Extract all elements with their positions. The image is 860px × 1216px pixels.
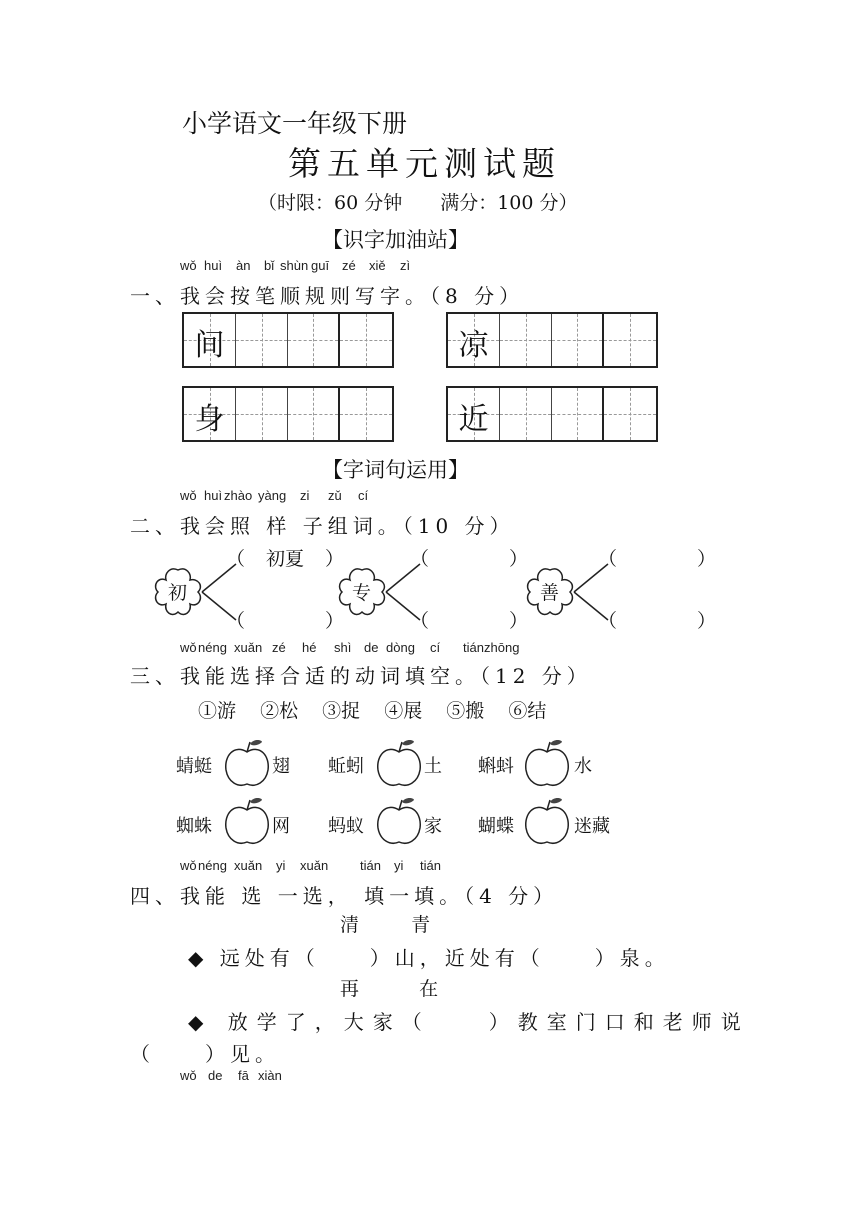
- q3-item-before: 蚂蚁: [328, 816, 364, 837]
- q2-prompt: 二、我会照 样 子组词。（10 分）: [130, 514, 515, 538]
- pinyin-syllable: zhōng: [484, 640, 520, 655]
- writing-cell[interactable]: [340, 388, 392, 440]
- pinyin-syllable: wǒ: [180, 858, 197, 873]
- q3-item-before: 蜻蜓: [176, 756, 212, 777]
- q3-item-before: 蚯蚓: [328, 756, 364, 777]
- writing-cell[interactable]: [184, 314, 236, 366]
- choice-word: 再: [340, 978, 360, 1000]
- answer-blank[interactable]: （ ）: [410, 610, 529, 632]
- pinyin-syllable: xiàn: [258, 1068, 282, 1083]
- pinyin-syllable: guī: [311, 258, 330, 273]
- writing-cell[interactable]: [500, 314, 552, 366]
- pinyin-syllable: de: [364, 640, 379, 655]
- writing-cell[interactable]: [552, 388, 604, 440]
- apple-answer-box[interactable]: [522, 796, 572, 848]
- writing-cell[interactable]: [288, 388, 340, 440]
- writing-grid-2[interactable]: [446, 312, 658, 368]
- apple-answer-box[interactable]: [374, 796, 424, 848]
- pinyin-syllable: yàng: [258, 488, 287, 503]
- model-char: 近: [458, 402, 489, 437]
- q3-item-after: 翅: [272, 756, 290, 777]
- option-item: ④展: [384, 700, 423, 722]
- subtitle: 小学语文一年级下册: [182, 109, 408, 138]
- choice-word: 清: [340, 914, 360, 936]
- pinyin-syllable: zì: [400, 258, 411, 273]
- writing-grid-4[interactable]: [446, 386, 658, 442]
- pinyin-syllable: huì: [204, 258, 223, 273]
- pinyin-syllable: àn: [236, 258, 251, 273]
- pinyin-syllable: néng: [198, 640, 227, 655]
- q3-prompt: 三、我能选择合适的动词填空。（12 分）: [130, 664, 592, 688]
- pinyin-syllable: zé: [272, 640, 286, 655]
- pinyin-syllable: zé: [342, 258, 356, 273]
- q4-sentence-1: ◆ 远处有（ ）山，近处有（ ）泉。: [188, 946, 670, 970]
- pinyin-syllable: wǒ: [180, 1068, 197, 1083]
- q4-choice-pair-1: [340, 910, 430, 937]
- pinyin-syllable: cí: [358, 488, 369, 503]
- writing-cell[interactable]: [236, 388, 288, 440]
- q4-sentence-2: ◆ 放学了，大家（ ）教室门口和老师说: [188, 1010, 750, 1034]
- writing-grid-3[interactable]: [182, 386, 394, 442]
- pinyin-syllable: tián: [463, 640, 484, 655]
- q3-item-after: 迷藏: [574, 816, 610, 837]
- writing-cell[interactable]: [236, 314, 288, 366]
- writing-cell[interactable]: [604, 314, 656, 366]
- model-char: 间: [194, 328, 225, 363]
- time-score-info: （时限：60 分钟 满分：100 分）: [258, 192, 578, 214]
- q1-prompt: 一、我会按笔顺规则写字。（8 分）: [130, 284, 525, 308]
- pinyin-syllable: hé: [302, 640, 317, 655]
- q3-item-before: 蝌蚪: [478, 756, 514, 777]
- writing-cell[interactable]: [500, 388, 552, 440]
- writing-cell[interactable]: [184, 388, 236, 440]
- pinyin-syllable: xuǎn: [234, 640, 263, 655]
- q3-item-before: 蝴蝶: [478, 816, 514, 837]
- q4-sentence-2-cont: （ ）见。: [130, 1042, 280, 1066]
- q3-item-after: 土: [424, 756, 442, 777]
- option-item: ③捉: [322, 700, 361, 722]
- pinyin-syllable: tián: [360, 858, 381, 873]
- example-word: 初夏: [266, 548, 305, 570]
- answer-blank[interactable]: （ ）: [598, 610, 717, 632]
- q3-item-before: 蜘蛛: [176, 816, 212, 837]
- q2-char-2: 专: [352, 582, 372, 604]
- answer-blank[interactable]: （ 初夏 ）: [226, 544, 344, 571]
- pinyin-syllable: zhào: [224, 488, 253, 503]
- pinyin-syllable: néng: [198, 858, 227, 873]
- pinyin-syllable: wǒ: [180, 258, 197, 273]
- pinyin-syllable: dòng: [386, 640, 415, 655]
- model-char: 身: [194, 402, 225, 437]
- answer-blank[interactable]: （ ）: [410, 548, 529, 570]
- q3-item-after: 水: [574, 756, 592, 777]
- pinyin-syllable: xiě: [369, 258, 386, 273]
- q3-item-after: 网: [272, 816, 290, 837]
- pinyin-syllable: cí: [430, 640, 441, 655]
- q3-options: [198, 696, 546, 723]
- pinyin-syllable: de: [208, 1068, 223, 1083]
- pinyin-syllable: yi: [276, 858, 286, 873]
- q4-prompt: 四、我能 选 一选， 填一填。（4 分）: [130, 884, 559, 908]
- answer-blank[interactable]: （ ）: [598, 548, 717, 570]
- pinyin-syllable: shì: [334, 640, 352, 655]
- q3-item-after: 家: [424, 816, 442, 837]
- option-item: ⑥结: [508, 700, 547, 722]
- page-title: 第五单元测试题: [288, 144, 561, 183]
- writing-grid-1[interactable]: [182, 312, 394, 368]
- q2-char-1: 初: [168, 582, 188, 604]
- pinyin-syllable: zǔ: [328, 488, 342, 503]
- pinyin-syllable: tián: [420, 858, 441, 873]
- option-item: ①游: [198, 700, 237, 722]
- writing-cell[interactable]: [552, 314, 604, 366]
- writing-cell[interactable]: [288, 314, 340, 366]
- choice-word: 在: [419, 978, 439, 1000]
- pinyin-syllable: wǒ: [180, 640, 197, 655]
- section-heading-literacy: 【识字加油站】: [322, 228, 469, 252]
- writing-cell[interactable]: [604, 388, 656, 440]
- pinyin-syllable: xuǎn: [300, 858, 329, 873]
- writing-cell[interactable]: [448, 314, 500, 366]
- pinyin-syllable: zi: [300, 488, 310, 503]
- option-item: ⑤搬: [446, 700, 485, 722]
- choice-word: 青: [411, 914, 431, 936]
- q4-choice-pair-2: [340, 974, 438, 1001]
- pinyin-syllable: wǒ: [180, 488, 197, 503]
- writing-cell[interactable]: [448, 388, 500, 440]
- apple-answer-box[interactable]: [222, 796, 272, 848]
- pinyin-syllable: shùn: [280, 258, 309, 273]
- option-item: ②松: [260, 700, 299, 722]
- answer-blank[interactable]: （ ）: [226, 610, 345, 632]
- pinyin-syllable: bǐ: [264, 258, 275, 273]
- apple-answer-box[interactable]: [222, 738, 272, 790]
- section-heading-usage: 【字词句运用】: [322, 458, 469, 482]
- writing-cell[interactable]: [340, 314, 392, 366]
- pinyin-syllable: fā: [238, 1068, 249, 1083]
- q2-char-3: 善: [540, 582, 560, 604]
- pinyin-syllable: huì: [204, 488, 223, 503]
- apple-answer-box[interactable]: [522, 738, 572, 790]
- pinyin-syllable: yi: [394, 858, 404, 873]
- pinyin-syllable: xuǎn: [234, 858, 263, 873]
- apple-answer-box[interactable]: [374, 738, 424, 790]
- model-char: 凉: [458, 328, 489, 363]
